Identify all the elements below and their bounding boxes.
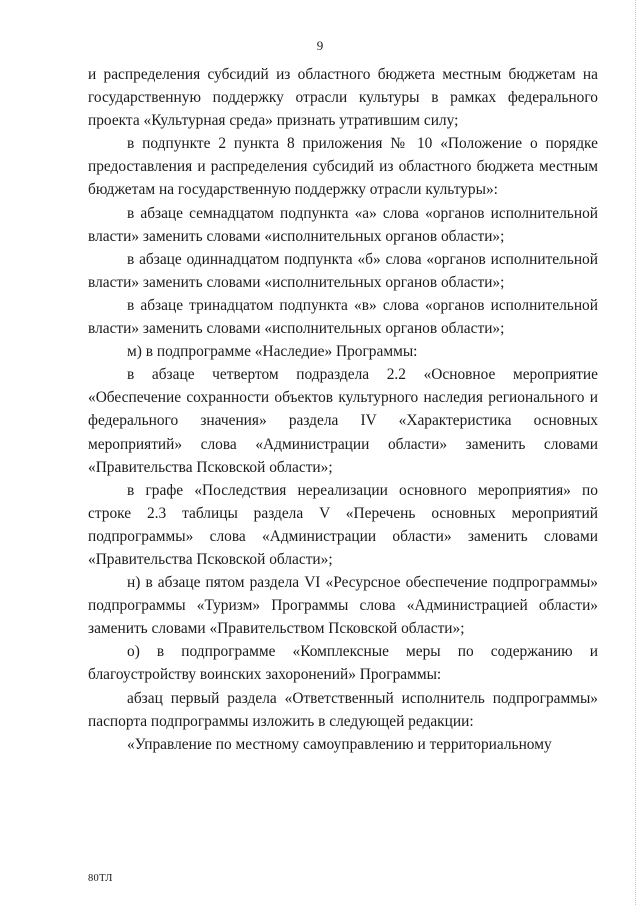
paragraph-continuation: и распределения субсидий из областного бюджета местным бюджетам на государственную поддержку отрасли культуры в рамках федерального проекта «Культурная среда» признать утратившим силу; [88,66,598,130]
paragraph: «Управление по местному самоуправлению и территориальному [127,735,552,753]
footer-code: 80ТЛ [88,873,113,884]
paragraph: в подпункте 2 пункта 8 приложения № 10 «Положение о порядке предоставления и распределения субсидий из областного бюджета местным бюджетам на государственную поддержку отрасли культуры»: [88,135,598,199]
paragraph: в абзаце тринадцатом подпункта «в» слова «органов исполнительной власти» заменить словами «исполнительных органов области»; [88,296,598,338]
paragraph: абзац первый раздела «Ответственный исполнитель подпрограммы» паспорта подпрограммы изложить в следующей редакции: [88,689,598,730]
document-body [88,63,598,756]
page-edge-marks [635,0,636,905]
paragraph: м) в подпрограмме «Наследие» Программы: [127,343,418,361]
paragraph: о) в подпрограмме «Комплексные меры по содержанию и благоустройству воинских захоронений» Программы: [88,643,598,684]
paragraph: н) в абзаце пятом раздела VI «Ресурсное обеспечение подпрограммы» подпрограммы «Туризм» Программы слова «Администрацией области» заменить словами «Правительством Псковской области»; [88,574,598,638]
page-number: 9 [316,38,324,53]
paragraph: в абзаце четвертом подраздела 2.2 «Основное мероприятие «Обеспечение сохранности объектов культурного наследия регионального и федерального значения» раздела IV «Характеристика основных мероприятий» слова «Администрации области» заменить словами «Правительства Псковской области»; [88,366,598,476]
paragraph: в абзаце одиннадцатом подпункта «б» слова «органов исполнительной власти» заменить словами «исполнительных органов области»; [88,250,598,291]
paragraph: в абзаце семнадцатом подпункта «а» слова «органов исполнительной власти» заменить словами «исполнительных органов области»; [88,204,598,245]
paragraph: в графе «Последствия нереализации основного мероприятия» по строке 2.3 таблицы раздела V «Перечень основных мероприятий подпрограммы» слова «Администрации области» заменить словами «Правительства Псковской области»; [88,481,598,568]
